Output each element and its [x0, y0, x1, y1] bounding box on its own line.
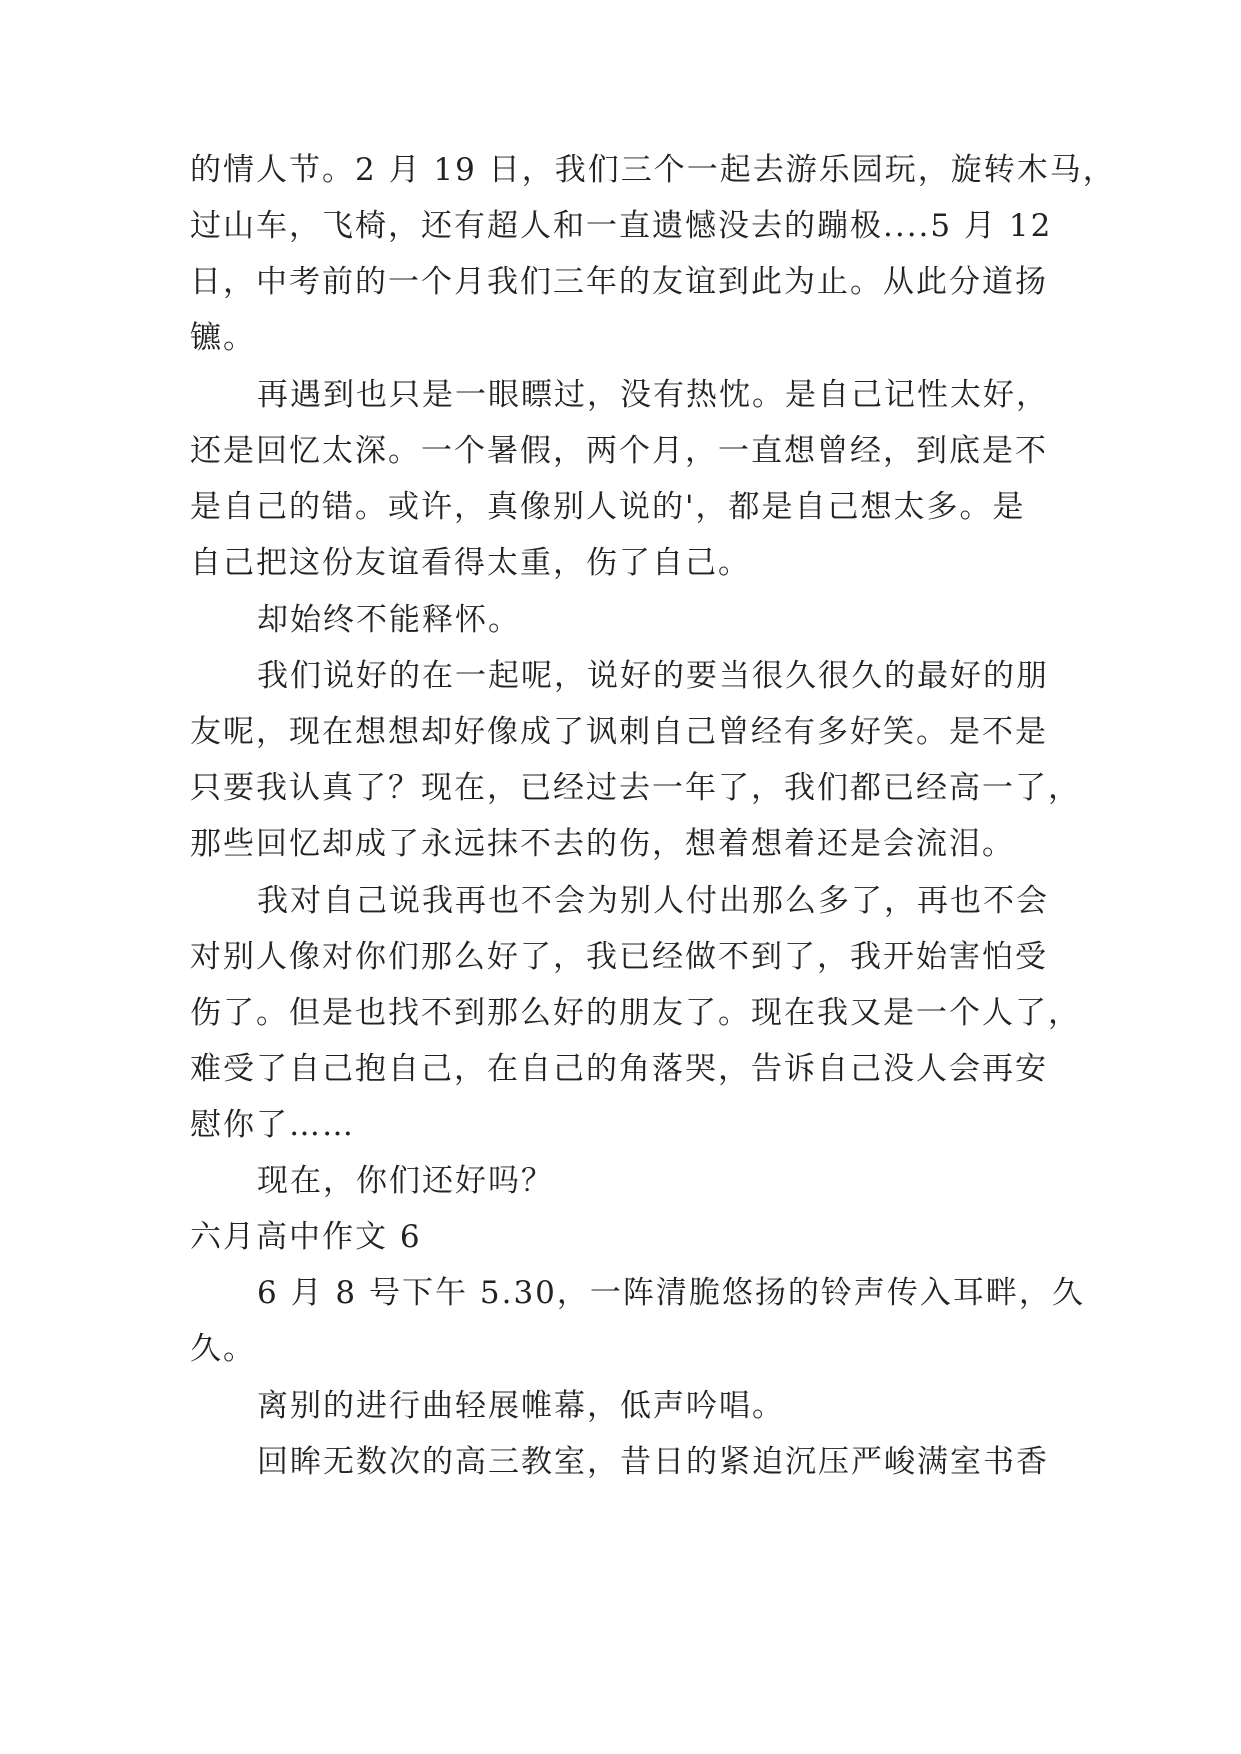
text-line: 的情人节。2 月 19 日，我们三个一起去游乐园玩，旋转木马，: [190, 152, 1116, 188]
text-line: 只要我认真了？现在，已经过去一年了，我们都已经高一了，: [190, 770, 1081, 806]
text-line: 慰你了……: [190, 1107, 355, 1143]
section-heading: 六月高中作文 6: [190, 1219, 422, 1255]
text-line: 过山车，飞椅，还有超人和一直遗憾没去的蹦极....5 月 12: [190, 208, 1053, 244]
text-line: 镳。: [190, 320, 256, 356]
text-line: 还是回忆太深。一个暑假，两个月，一直想曾经，到底是不: [190, 433, 1048, 469]
paragraph-first-line: 我们说好的在一起呢，说好的要当很久很久的最好的朋: [257, 658, 1049, 694]
paragraph-first-line: 现在，你们还好吗？: [257, 1163, 554, 1199]
text-line: 是自己的错。或许，真像别人说的'，都是自己想太多。是: [190, 489, 1026, 525]
text-line: 日，中考前的一个月我们三年的友谊到此为止。从此分道扬: [190, 264, 1048, 300]
paragraph-first-line: 我对自己说我再也不会为别人付出那么多了，再也不会: [257, 883, 1049, 919]
paragraph-first-line: 回眸无数次的高三教室，昔日的紧迫沉压严峻满室书香: [257, 1444, 1049, 1480]
text-line: 自己把这份友谊看得太重，伤了自己。: [190, 545, 751, 581]
text-line: 友呢，现在想想却好像成了讽刺自己曾经有多好笑。是不是: [190, 714, 1048, 750]
paragraph-first-line: 离别的进行曲轻展帷幕，低声吟唱。: [257, 1388, 785, 1424]
text-line: 久。: [190, 1331, 256, 1367]
paragraph-first-line: 却始终不能释怀。: [257, 602, 521, 638]
paragraph-first-line: 再遇到也只是一眼瞟过，没有热忱。是自己记性太好，: [257, 377, 1049, 413]
text-line: 伤了。但是也找不到那么好的朋友了。现在我又是一个人了，: [190, 995, 1081, 1031]
text-line: 对别人像对你们那么好了，我已经做不到了，我开始害怕受: [190, 939, 1048, 975]
paragraph-first-line: 6 月 8 号下午 5.30，一阵清脆悠扬的铃声传入耳畔，久: [257, 1275, 1085, 1311]
text-line: 那些回忆却成了永远抹不去的伤，想着想着还是会流泪。: [190, 826, 1015, 862]
text-line: 难受了自己抱自己，在自己的角落哭，告诉自己没人会再安: [190, 1051, 1048, 1087]
